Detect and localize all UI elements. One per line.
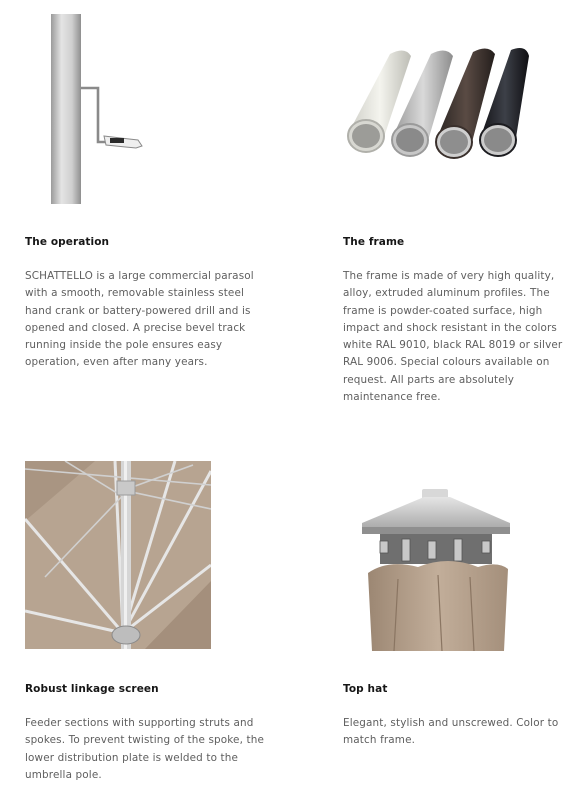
feature-title: Top hat [343, 683, 388, 695]
aluminum-tubes-image [345, 42, 529, 164]
top-hat-image [358, 489, 514, 651]
pole-with-crank-image [40, 14, 150, 206]
umbrella-underside-image [25, 461, 211, 649]
feature-description: Feeder sections with supporting struts and spokes. To prevent twisting of the spoke, the lower distribution plate is welded to the umbrella pole. [25, 717, 265, 781]
feature-description: SCHATTELLO is a large commercial parasol with a smooth, removable stainless steel hand crank or battery-powered drill and is opened and closed. A precise bevel track running inside the pole ensures easy operation, even after many years. [25, 270, 254, 369]
feature-description: Elegant, stylish and unscrewed. Color to match frame. [343, 717, 559, 747]
feature-description: The frame is made of very high quality, alloy, extruded aluminum profiles. The frame is powder-coated surface, high impact and shock resistant in the colors white RAL 9010, black RAL 8019 or silver RAL 9006. Special colours available on request. All parts are absolutely maintenance free. [343, 270, 563, 404]
feature-title: Robust linkage screen [25, 683, 159, 695]
feature-title: The frame [343, 236, 405, 248]
feature-title: The operation [25, 236, 110, 248]
